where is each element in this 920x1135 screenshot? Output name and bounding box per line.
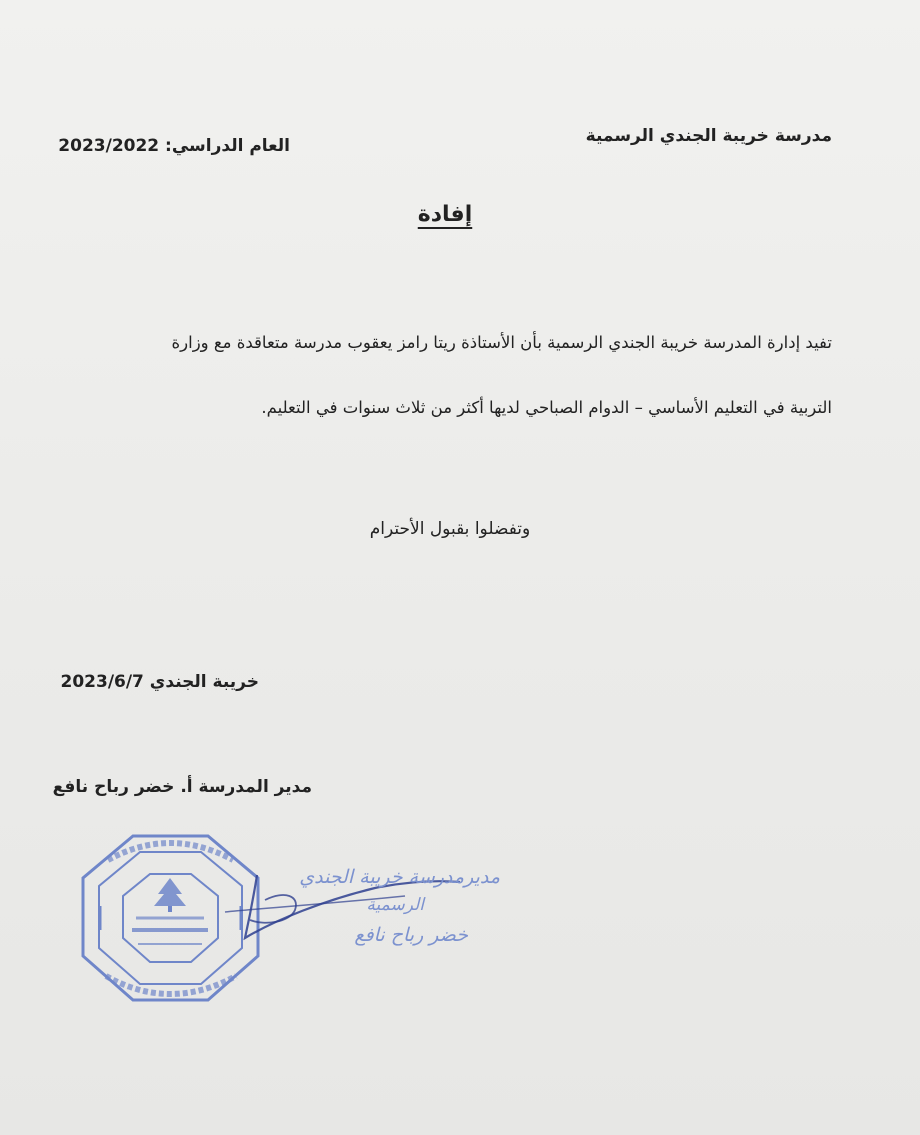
body-line-1: تفيد إدارة المدرسة خريبة الجندي الرسمية بأن الأستاذة ريتا رامز يعقوب مدرسة متعاقدة مع وزارة: [171, 333, 832, 352]
director-name: مدير المدرسة أ. خضر رباح نافع: [52, 777, 312, 797]
academic-year: العام الدراسي: 2023/2022: [58, 136, 290, 156]
stamp-title-line: مديرمدرسة خريبة الجندي: [299, 866, 500, 888]
school-name: مدرسة خريبة الجندي الرسمية: [585, 126, 832, 146]
place-date: خريبة الجندي 2023/6/7: [60, 672, 259, 692]
stamp-name-line: خضر رباح نافع: [354, 924, 468, 946]
stamp-subtitle-line: الرسمية: [366, 895, 424, 915]
document-title: إفادة: [417, 202, 473, 227]
body-line-2: التربية في التعليم الأساسي – الدوام الصباحي لديها أكثر من ثلاث سنوات في التعليم.: [261, 398, 832, 417]
closing-line: وتفضلوا بقبول الأحترام: [369, 519, 531, 539]
